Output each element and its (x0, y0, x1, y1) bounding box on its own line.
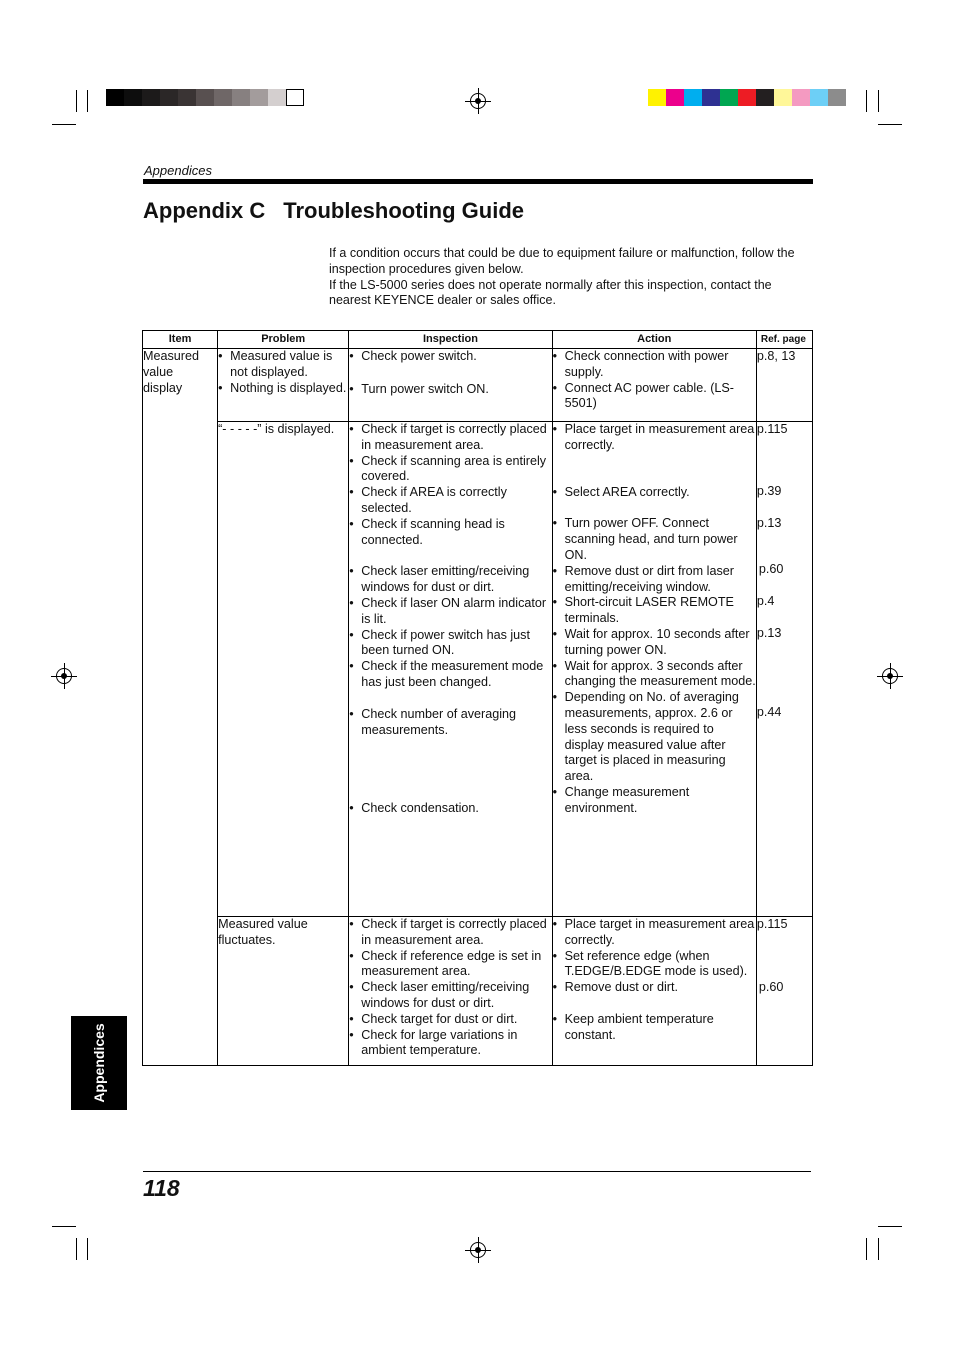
ref-cell (756, 422, 812, 917)
problem-cell (218, 422, 349, 917)
table-row (143, 349, 813, 422)
section-label: Appendices (144, 163, 212, 178)
action-text: Short-circuit LASER REMOTE terminals. (564, 595, 734, 626)
ref-page: p.8, 13 (756, 349, 796, 363)
intro-text (329, 246, 809, 309)
col-header-problem: Problem (218, 331, 349, 349)
action-text: Connect AC power cable. (LS-5501) (564, 380, 734, 411)
problem-text: “- - - - -” is displayed. (218, 422, 335, 436)
color-swatch (684, 89, 702, 106)
inspection-cell: • Check if target is correctly placed in measurement area. • Check if scanning area is entirely covered. • Check if AREA is correctly selected. • Check if scanning head is connected. • Check laser emitting/receiving windows for dust or dirt. • Check if laser ON alarm indicator is lit. • Check if power switch has just been turned ON. • Check if the measurement mode has just been changed. • Check number of averaging measurements. • Check condensation. (349, 422, 552, 917)
problem-text: Measured value fluctuates. (218, 917, 308, 947)
color-swatch (792, 89, 810, 106)
troubleshooting-table (142, 330, 813, 1066)
registration-mark-icon (882, 668, 898, 684)
title-appendix: Appendix C (143, 198, 266, 223)
color-swatch (268, 89, 286, 106)
action-text: Wait for approx. 3 seconds after changing the measurement mode. (564, 658, 756, 689)
col-header-item: Item (143, 331, 218, 349)
inspection-text: Check if power switch has just been turned ON. (361, 627, 530, 658)
problem-text: Measured value is not displayed. (230, 349, 333, 379)
color-swatch (250, 89, 268, 106)
item-cell (143, 349, 218, 1066)
ref-page: p.39 (756, 483, 782, 498)
ref-page: p.13 (756, 515, 782, 530)
ref-page: p.44 (756, 704, 782, 719)
intro-paragraph: If the LS-5000 series does not operate normally after this inspection, contact the nearest KEYENCE dealer or sales office. (329, 277, 772, 308)
inspection-text: Check for large variations in ambient temperature. (361, 1027, 518, 1058)
ref-page: p.60 (758, 562, 784, 577)
ref-page: p.115 (756, 422, 788, 436)
item-label: Measured value display (143, 349, 200, 395)
action-text: Depending on No. of averaging measurements, approx. 2.6 or less seconds is required to display measured value after target is placed in measuring area. (564, 690, 739, 784)
action-text: Remove dust or dirt from laser emitting/receiving window. (564, 563, 734, 594)
inspection-cell: • Check power switch. • Turn power switch ON. (349, 349, 552, 422)
color-swatch (232, 89, 250, 106)
inspection-text: Check target for dust or dirt. (361, 1011, 518, 1026)
color-swatch (702, 89, 720, 106)
footer-rule (143, 1171, 811, 1172)
header-rule (143, 179, 813, 184)
ref-page: p.4 (756, 594, 775, 609)
page-number: 118 (143, 1175, 180, 1201)
color-swatch (828, 89, 846, 106)
action-text: Keep ambient temperature constant. (564, 1011, 714, 1042)
inspection-text: Check if AREA is correctly selected. (361, 485, 507, 515)
action-text: Remove dust or dirt. (564, 980, 678, 995)
col-header-ref-page: Ref. page (756, 331, 812, 349)
color-swatch (214, 89, 232, 106)
action-text: Select AREA correctly. (564, 484, 690, 499)
action-text: Set reference edge (when T.EDGE/B.EDGE mode is used). (564, 948, 748, 979)
action-cell: • Place target in measurement area correctly. • Set reference edge (when T.EDGE/B.EDGE mode is used). • Remove dust or dirt. • Keep ambient temperature constant. (552, 917, 756, 1066)
action-cell: • Place target in measurement area correctly. • Select AREA correctly. • Turn power OFF. Connect scanning head, and turn power ON. • Remove dust or dirt from laser emitting/receiving window. • Short-circuit LASER REMOTE terminals. • Wait for approx. 10 seconds after turning power ON. • Wait for approx. 3 seconds after changing the measurement mode. • Depending on No. of averaging measurements, approx. 2.6 or less seconds is required to display measured value after target is placed in measuring area. • Change measurement environment. (552, 422, 756, 917)
action-cell: • Check connection with power supply. • Connect AC power cable. (LS-5501) (552, 349, 756, 422)
ref-page: p.13 (756, 625, 782, 640)
problem-cell: • Measured value is not displayed. • Nothing is displayed. (218, 349, 349, 422)
table-row (143, 917, 813, 1066)
color-swatch (774, 89, 792, 106)
color-swatch (738, 89, 756, 106)
action-text: Place target in measurement area correctly. (564, 422, 755, 452)
registration-mark-icon (470, 93, 486, 109)
inspection-text: Check if scanning head is connected. (361, 516, 505, 547)
col-header-action: Action (552, 331, 756, 349)
color-swatch (286, 89, 304, 106)
inspection-text: Check if laser ON alarm indicator is lit. (361, 595, 547, 626)
inspection-text: Check number of averaging measurements. (361, 706, 517, 737)
inspection-text: Check if the measurement mode has just been changed. (361, 659, 544, 689)
col-header-inspection: Inspection (349, 331, 552, 349)
problem-text: Nothing is displayed. (230, 380, 347, 395)
ref-page: p.115 (756, 917, 788, 931)
action-text: Wait for approx. 10 seconds after turning power ON. (564, 626, 750, 657)
title-name: Troubleshooting Guide (283, 198, 524, 223)
ref-cell (756, 349, 812, 422)
color-swatch (720, 89, 738, 106)
color-swatch (196, 89, 214, 106)
intro-paragraph: If a condition occurs that could be due to equipment failure or malfunction, follow the inspection procedures given below. (329, 246, 795, 276)
color-swatch (124, 89, 142, 106)
color-swatch (178, 89, 196, 106)
inspection-text: Check if target is correctly placed in measurement area. (361, 422, 547, 452)
registration-mark-icon (470, 1242, 486, 1258)
inspection-text: Check if target is correctly placed in measurement area. (361, 917, 547, 947)
inspection-text: Check if reference edge is set in measurement area. (361, 948, 542, 979)
problem-cell (218, 917, 349, 1066)
color-swatch (666, 89, 684, 106)
side-tab (71, 1016, 127, 1110)
action-text: Change measurement environment. (564, 784, 690, 815)
ref-page: p.60 (758, 979, 784, 994)
inspection-text: Turn power switch ON. (361, 381, 489, 396)
color-swatch (756, 89, 774, 106)
color-swatch (142, 89, 160, 106)
inspection-text: Check condensation. (361, 801, 479, 816)
color-swatch (106, 89, 124, 106)
side-tab-label: Appendices (91, 1023, 107, 1103)
action-text: Turn power OFF. Connect scanning head, and turn power ON. (564, 516, 738, 562)
color-swatch (648, 89, 666, 106)
color-swatch (810, 89, 828, 106)
action-text: Check connection with power supply. (564, 349, 729, 379)
ref-cell (756, 917, 812, 1066)
table-header-row (143, 331, 813, 349)
inspection-text: Check laser emitting/receiving windows for dust or dirt. (361, 980, 530, 1010)
inspection-text: Check if scanning area is entirely covered. (361, 453, 547, 484)
inspection-text: Check laser emitting/receiving windows for dust or dirt. (361, 564, 530, 595)
registration-mark-icon (56, 668, 72, 684)
page-title (143, 198, 524, 224)
color-swatch (160, 89, 178, 106)
table-row (143, 422, 813, 917)
inspection-text: Check power switch. (361, 349, 477, 363)
inspection-cell: • Check if target is correctly placed in measurement area. • Check if reference edge is set in measurement area. • Check laser emitting/receiving windows for dust or dirt. • Check target for dust or dirt. • Check for large variations in ambient temperature. (349, 917, 552, 1066)
action-text: Place target in measurement area correctly. (564, 917, 755, 947)
